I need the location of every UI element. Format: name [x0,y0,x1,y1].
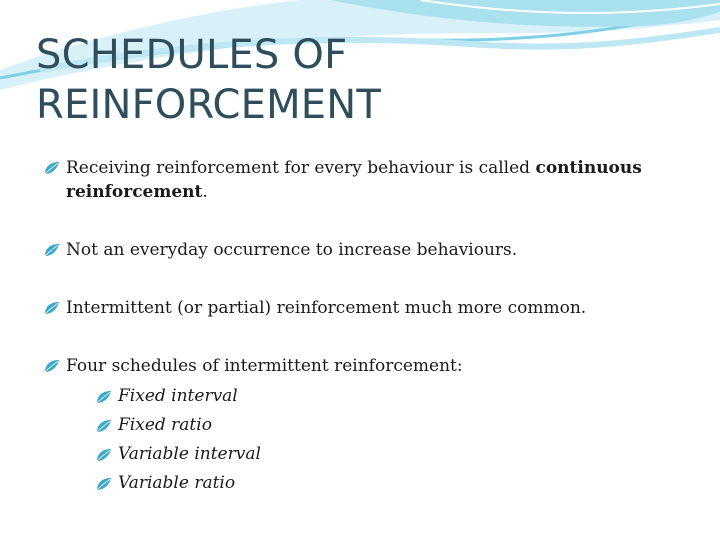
sub-bullet-text: Variable ratio [118,473,236,493]
sub-bullet-list [66,382,682,498]
bullet-item [42,156,682,204]
slide-title: SCHEDULES OF REINFORCEMENT [36,32,382,128]
sub-bullet-text: Variable interval [118,444,261,464]
bullet-strong-text: continuous reinforcement [66,158,642,202]
bullet-text: Four schedules of intermittent reinforcement: [66,356,463,376]
petal-bullet-icon [44,301,60,315]
bullet-text: Receiving reinforcement for every behaviour is called [66,158,536,178]
petal-bullet-icon [44,243,60,257]
sub-bullet-item [96,411,682,440]
petal-bullet-icon [96,419,112,433]
sub-bullet-item [96,382,682,411]
bullet-item [42,238,682,262]
bullet-item [42,296,682,320]
sub-bullet-text: Fixed ratio [118,415,212,435]
petal-bullet-icon [96,390,112,404]
petal-bullet-icon [96,477,112,491]
petal-bullet-icon [96,448,112,462]
sub-bullet-text: Fixed interval [118,386,238,406]
petal-bullet-icon [44,359,60,373]
bullet-text-end: . [202,182,208,202]
bullet-text: Not an everyday occurrence to increase behaviours. [66,240,518,260]
sub-bullet-item [96,469,682,498]
bullet-list [42,156,682,498]
bullet-item [42,354,682,498]
sub-bullet-item [96,440,682,469]
petal-bullet-icon [44,161,60,175]
bullet-text: Intermittent (or partial) reinforcement much more common. [66,298,587,318]
